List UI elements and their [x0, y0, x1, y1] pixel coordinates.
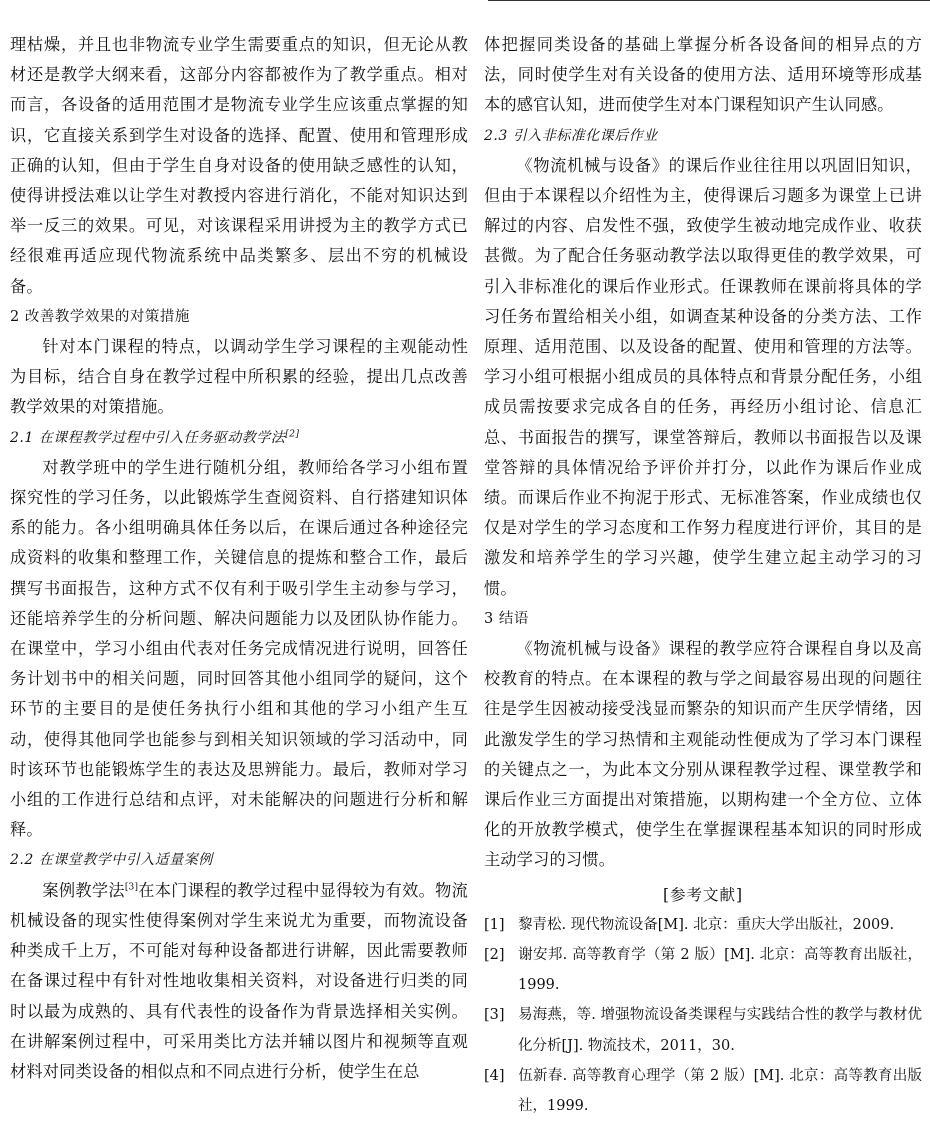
section-heading-2: 2 改善教学效果的对策措施	[10, 308, 190, 325]
paragraph-conclusion: 《物流机械与设备》课程的教学应符合课程自身以及高校教育的特点。在本课程的教与学之间最容易出现的问题往往是学生因被动接受浅显而繁杂的知识而产生厌学情绪，因此激发学生的学习热情和主观能动性便成为了学习本门课程的关键点之一，为此本文分别从课程教学过程、课堂教学和课后作业三方面提出对策措施，以期构建一个全方位、立体化的开放教学模式，使学生在掌握课程基本知识的同时形成主动学习的习惯。	[484, 639, 922, 870]
case-teaching-lead: 案例教学法	[42, 880, 125, 900]
header-rule	[488, 0, 930, 1]
reference-item	[484, 910, 922, 940]
reference-number: [1]	[484, 916, 505, 933]
reference-number: [3]	[484, 1007, 505, 1024]
section-heading-3: 3 结语	[484, 610, 529, 627]
references-title: [参考文献]	[662, 885, 744, 904]
reference-item	[484, 1000, 922, 1060]
paragraph-homework: 《物流机械与设备》的课后作业往往用以巩固旧知识，但由于本课程以介绍性为主，使得课后习题多为课堂上已讲解过的内容、启发性不强，致使学生被动地完成作业、收获甚微。为了配合任务驱动教学法以取得更佳的教学效果，可引入非标准化的课后作业形式。任课教师在课前将具体的学习任务布置给相关小组，如调查某种设备的分类方法、工作原理、适用范围、以及设备的配置、使用和管理的方法等。学习小组可根据小组成员的具体特点和背景分配任务，小组成员需按要求完成各自的任务，再经历小组讨论、信息汇总、书面报告的撰写，课堂答辩后，教师以书面报告以及课堂答辩的具体情况给予评价并打分，以此作为课后作业成绩。而课后作业不拘泥于形式、无标准答案，作业成绩也仅仅是对学生的学习态度和工作努力程度进行评价，其目的是激发和培养学生的学习兴趣，使学生建立起主动学习的习惯。	[484, 155, 922, 598]
case-teaching-body: 在本门课程的教学过程中显得较为有效。物流机械设备的现实性使得案例对学生来说尤为重要，而物流设备种类成千上万，不可能对每种设备都进行讲解，因此需要教师在备课过程中有针对性地收集相关资料，对设备进行归类的同时以最为成熟的、具有代表性的设备作为背景选择相关实例。在讲解案例过程中，可采用类比方法并辅以图片和视频等直观材料对同类设备的相似点和不同点进行分析，使学生在总	[10, 880, 469, 1081]
citation-3: [3]	[124, 882, 139, 893]
right-column	[484, 30, 922, 1121]
subsection-heading-2-1-text: 2.1 在课程教学过程中引入任务驱动教学法	[10, 429, 286, 446]
reference-list	[484, 910, 922, 1121]
reference-item	[484, 1061, 922, 1121]
reference-text: 谢安邦. 高等教育学（第 2 版）[M]. 北京：高等教育出版社，1999.	[518, 946, 922, 994]
reference-number: [4]	[484, 1067, 505, 1084]
subsection-heading-2-3: 2.3 引入非标准化课后作业	[484, 127, 658, 144]
reference-number: [2]	[484, 946, 505, 963]
reference-text: 黎青松. 现代物流设备[M]. 北京：重庆大学出版社，2009.	[518, 916, 895, 933]
reference-text: 伍新春. 高等教育心理学（第 2 版）[M]. 北京：高等教育出版社，1999.	[518, 1067, 922, 1114]
left-column	[10, 30, 468, 1087]
paragraph-task-driven: 对教学班中的学生进行随机分组，教师给各学习小组布置探究性的学习任务，以此锻炼学生查阅资料、自行搭建知识体系的能力。各小组明确具体任务以后，在课后通过各种途径完成资料的收集和整理工作，关键信息的提炼和整合工作，最后撰写书面报告，这种方式不仅有利于吸引学生主动参与学习，还能培养学生的分析问题、解决问题能力以及团队协作能力。在课堂中，学习小组由代表对任务完成情况进行说明，回答任务计划书中的相关问题，同时回答其他小组同学的疑问，这个环节的主要目的是使任务执行小组和其他的学习小组产生互动，使得其他同学也能参与到相关知识领域的学习活动中，同时该环节也能锻炼学生的表达及思辨能力。最后，教师对学习小组的工作进行总结和点评，对未能解决的问题进行分析和解释。	[10, 457, 468, 840]
paragraph-section-2-intro: 针对本门课程的特点，以调动学生学习课程的主观能动性为目标，结合自身在教学过程中所积累的经验，提出几点改善教学效果的对策措施。	[10, 337, 468, 417]
paragraph-case-continued: 体把握同类设备的基础上掌握分析各设备间的相异点的方法，同时使学生对有关设备的使用方法、适用环境等形成基本的感官认知，进而使学生对本门课程知识产生认同感。	[484, 35, 922, 115]
subsection-heading-2-1	[10, 423, 468, 453]
subsection-heading-2-2: 2.2 在课堂教学中引入适量案例	[10, 852, 213, 869]
reference-item	[484, 940, 922, 1000]
citation-2: [2]	[285, 428, 300, 439]
paragraph-case-teaching	[10, 876, 468, 1087]
paragraph-intro-continued: 理枯燥，并且也非物流专业学生需要重点的知识，但无论从教材还是教学大纲来看，这部分内容都被作为了教学重点。相对而言，各设备的适用范围才是物流专业学生应该重点掌握的知识，它直接关系到学生对设备的选择、配置、使用和管理形成正确的认知，但由于学生自身对设备的使用缺乏感性的认知，使得讲授法难以让学生对教授内容进行消化，不能对知识达到举一反三的效果。可见，对该课程采用讲授为主的教学方式已经很难再适应现代物流系统中品类繁多、层出不穷的机械设备。	[10, 35, 468, 296]
reference-text: 易海燕，等. 增强物流设备类课程与实践结合性的教学与教材优化分析[J]. 物流技术，2011，30.	[518, 1007, 922, 1054]
